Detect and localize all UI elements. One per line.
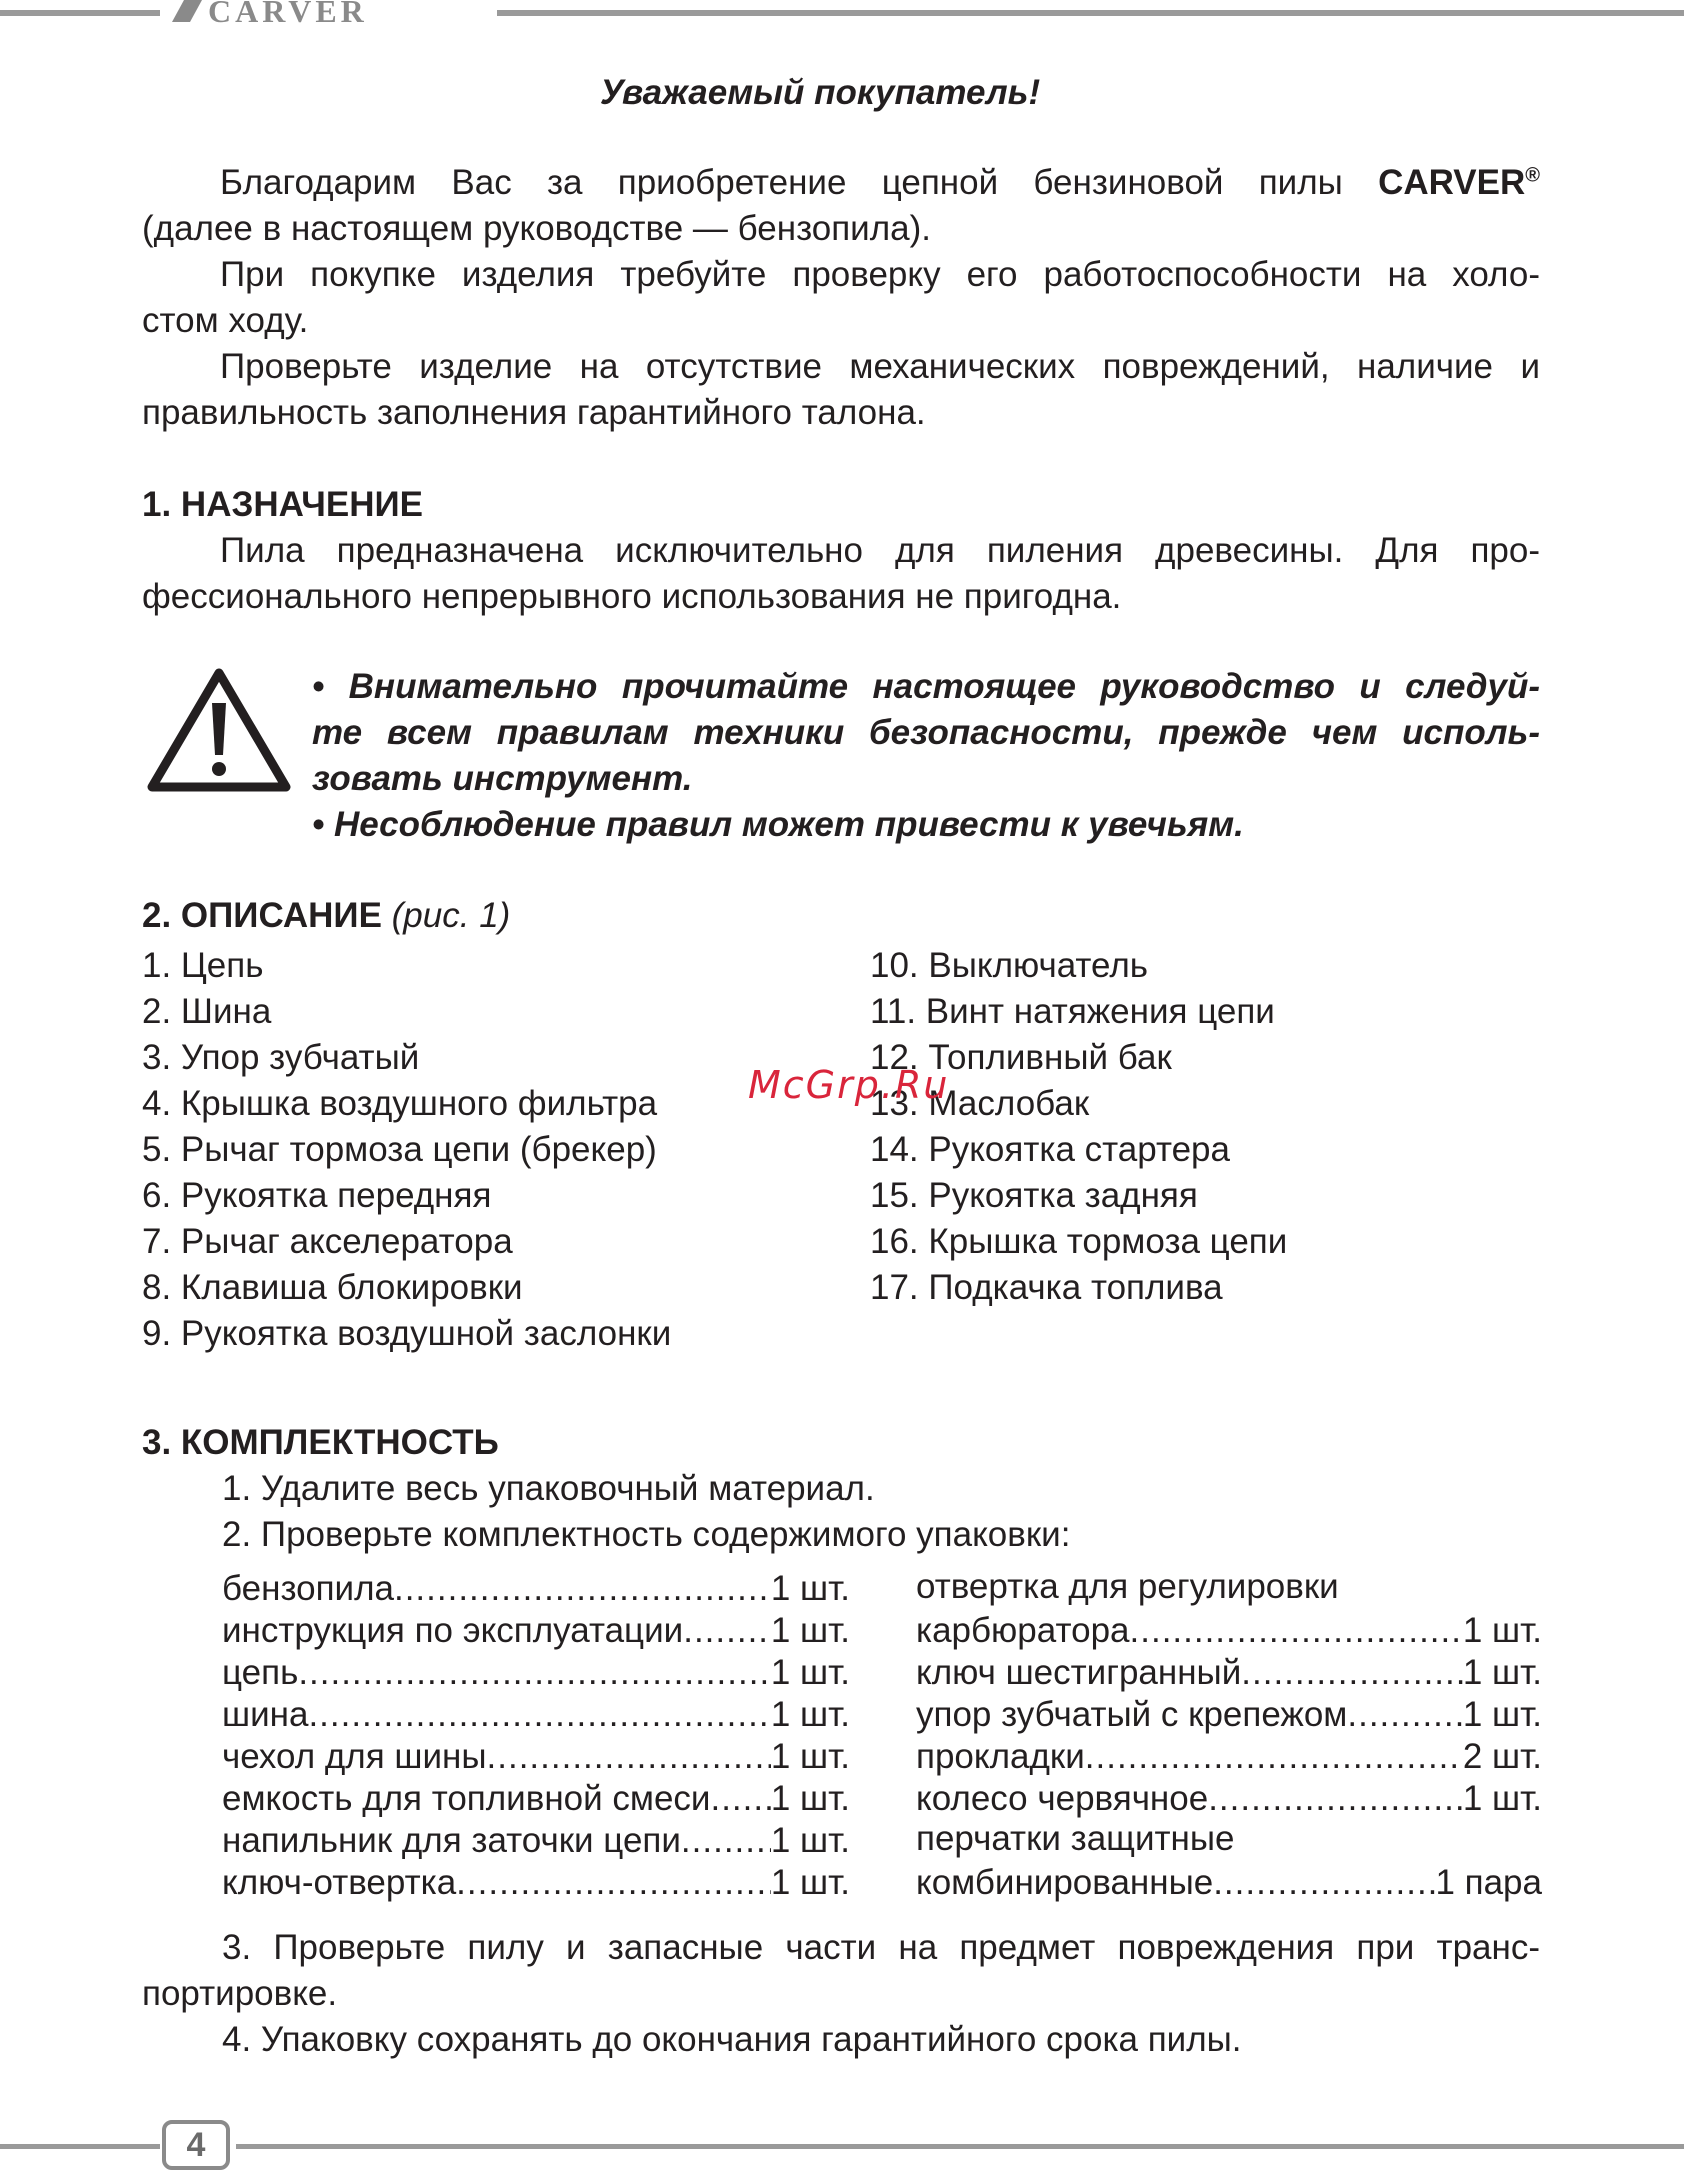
contents-item: инструкция по эксплуатации bbox=[222, 1611, 684, 1650]
section1-heading: 1. НАЗНАЧЕНИЕ bbox=[142, 485, 423, 524]
intro-brand: CARVER bbox=[1378, 163, 1526, 202]
intro-p2-line1: При покупке изделия требуйте проверку его работоспособности на холо- bbox=[220, 255, 1540, 294]
contents-item: упор зубчатый с крепежом bbox=[916, 1695, 1348, 1734]
contents-row bbox=[222, 1694, 850, 1736]
contents-row bbox=[222, 1652, 850, 1694]
contents-item: чехол для шины bbox=[222, 1737, 487, 1776]
part-list-item: 10. Выключатель bbox=[870, 946, 1149, 985]
dot-leader bbox=[298, 1652, 771, 1694]
warning-line4: • Несоблюдение правил может привести к увечьям. bbox=[312, 805, 1244, 844]
contents-item: емкость для топливной смеси bbox=[222, 1779, 711, 1818]
part-list-item: 13. Маслобак bbox=[870, 1084, 1090, 1123]
warning-line1: • Внимательно прочитайте настоящее руководство и следуй- bbox=[312, 667, 1540, 706]
dot-leader bbox=[394, 1568, 771, 1610]
contents-row bbox=[222, 1610, 850, 1652]
part-list-item: 11. Винт натяжения цепи bbox=[870, 992, 1275, 1031]
part-list-item: 6. Рукоятка передняя bbox=[142, 1176, 492, 1215]
contents-qty: 1 шт. bbox=[770, 1863, 850, 1902]
contents-item: комбинированные bbox=[916, 1863, 1214, 1902]
contents-row bbox=[222, 1862, 850, 1904]
section1-line2: фессионального непрерывного использования не пригодна. bbox=[142, 577, 1122, 616]
page-number: 4 bbox=[162, 2120, 230, 2170]
part-list-item: 3. Упор зубчатый bbox=[142, 1038, 420, 1077]
contents-qty: 1 шт. bbox=[1462, 1611, 1542, 1650]
part-list-item: 12. Топливный бак bbox=[870, 1038, 1172, 1077]
part-list-item: 17. Подкачка топлива bbox=[870, 1268, 1223, 1307]
footer-rule-left bbox=[0, 2144, 160, 2149]
part-list-item: 15. Рукоятка задняя bbox=[870, 1176, 1198, 1215]
dot-leader bbox=[308, 1694, 770, 1736]
header-rule-right bbox=[497, 10, 1684, 16]
section1-line1: Пила предназначена исключительно для пиления древесины. Для про- bbox=[220, 531, 1540, 570]
section3-step1: 1. Удалите весь упаковочный материал. bbox=[222, 1469, 875, 1508]
contents-row bbox=[222, 1820, 850, 1862]
header-rule-left bbox=[0, 10, 160, 16]
contents-item: прокладки bbox=[916, 1737, 1085, 1776]
contents-row bbox=[916, 1778, 1542, 1820]
contents-item: напильник для заточки цепи bbox=[222, 1821, 681, 1860]
intro-p2-line2: стом ходу. bbox=[142, 301, 309, 340]
contents-qty: 1 шт. bbox=[770, 1653, 850, 1692]
part-list-item: 5. Рычаг тормоза цепи (брекер) bbox=[142, 1130, 657, 1169]
contents-qty: 1 шт. bbox=[770, 1821, 850, 1860]
contents-qty: 1 шт. bbox=[770, 1695, 850, 1734]
section2-figure-ref: (рис. 1) bbox=[391, 896, 511, 935]
contents-item: колесо червячное bbox=[916, 1779, 1209, 1818]
part-list-item: 9. Рукоятка воздушной заслонки bbox=[142, 1314, 672, 1353]
contents-qty: 1 шт. bbox=[1462, 1779, 1542, 1818]
brand-name: CARVER bbox=[208, 0, 368, 29]
registered-mark: ® bbox=[1525, 164, 1540, 187]
intro-p1-continuation: (далее в настоящем руководстве — бензопила). bbox=[142, 209, 931, 248]
part-list-item: 2. Шина bbox=[142, 992, 272, 1031]
contents-qty: 1 шт. bbox=[1462, 1695, 1542, 1734]
dot-leader bbox=[710, 1778, 770, 1820]
contents-qty: 1 шт. bbox=[770, 1611, 850, 1650]
dot-leader bbox=[683, 1610, 771, 1652]
dot-leader bbox=[1085, 1736, 1463, 1778]
contents-item: карбюратора bbox=[916, 1611, 1130, 1650]
part-list-item: 16. Крышка тормоза цепи bbox=[870, 1222, 1288, 1261]
intro-p3-line2: правильность заполнения гарантийного талона. bbox=[142, 393, 926, 432]
dot-leader bbox=[1347, 1694, 1462, 1736]
contents-qty: 1 шт. bbox=[1462, 1653, 1542, 1692]
contents-qty: 1 пара bbox=[1435, 1863, 1542, 1902]
section3-step3-line2: портировке. bbox=[142, 1974, 338, 2013]
part-list-item: 1. Цепь bbox=[142, 946, 264, 985]
contents-row bbox=[222, 1568, 850, 1610]
part-list-item: 4. Крышка воздушного фильтра bbox=[142, 1084, 658, 1123]
section3-step3-line1: 3. Проверьте пилу и запасные части на предмет повреждения при транс- bbox=[222, 1928, 1540, 1967]
contents-row bbox=[916, 1736, 1542, 1778]
warning-line3: зовать инструмент. bbox=[312, 759, 693, 798]
contents-row bbox=[222, 1778, 850, 1820]
contents-item: ключ-отвертка bbox=[222, 1863, 457, 1902]
dot-leader bbox=[1213, 1862, 1435, 1904]
contents-item: ключ шестигранный bbox=[916, 1653, 1242, 1692]
intro-p3-line1: Проверьте изделие на отсутствие механических повреждений, наличие и bbox=[220, 347, 1540, 386]
part-list-item: 8. Клавиша блокировки bbox=[142, 1268, 523, 1307]
contents-row bbox=[916, 1694, 1542, 1736]
contents-item-header: отвертка для регулировки bbox=[916, 1567, 1339, 1606]
contents-qty: 1 шт. bbox=[770, 1737, 850, 1776]
intro-paragraph-1 bbox=[220, 160, 1540, 206]
section3-step2: 2. Проверьте комплектность содержимого упаковки: bbox=[222, 1515, 1071, 1554]
dot-leader bbox=[681, 1820, 771, 1862]
contents-row bbox=[916, 1610, 1542, 1652]
warning-triangle-icon bbox=[146, 665, 292, 795]
footer-rule-right bbox=[236, 2144, 1684, 2149]
contents-qty: 1 шт. bbox=[770, 1779, 850, 1818]
section3-step4: 4. Упаковку сохранять до окончания гарантийного срока пилы. bbox=[222, 2020, 1242, 2059]
dot-leader bbox=[487, 1736, 771, 1778]
part-list-item: 14. Рукоятка стартера bbox=[870, 1130, 1230, 1169]
contents-item: шина bbox=[222, 1695, 309, 1734]
intro-p1-text: Благодарим Вас за приобретение цепной бензиновой пилы bbox=[220, 163, 1379, 202]
watermark: McGrp.Ru bbox=[748, 1063, 950, 1107]
logo-mark-icon bbox=[172, 0, 202, 22]
section3-heading: 3. КОМПЛЕКТНОСТЬ bbox=[142, 1423, 499, 1462]
section2-heading bbox=[142, 893, 510, 939]
dot-leader bbox=[1208, 1778, 1463, 1820]
contents-qty: 2 шт. bbox=[1462, 1737, 1542, 1776]
part-list-item: 7. Рычаг акселератора bbox=[142, 1222, 513, 1261]
dot-leader bbox=[1130, 1610, 1463, 1652]
warning-line2: те всем правилам техники безопасности, прежде чем исполь- bbox=[312, 713, 1540, 752]
contents-item: цепь bbox=[222, 1653, 299, 1692]
contents-item-header: перчатки защитные bbox=[916, 1819, 1235, 1858]
contents-row bbox=[222, 1736, 850, 1778]
contents-item: бензопила bbox=[222, 1569, 394, 1608]
brand-logo bbox=[172, 0, 368, 29]
contents-row bbox=[916, 1652, 1542, 1694]
dot-leader bbox=[1241, 1652, 1463, 1694]
section2-title: 2. ОПИСАНИЕ bbox=[142, 896, 382, 935]
contents-row bbox=[916, 1862, 1542, 1904]
page-title: Уважаемый покупатель! bbox=[600, 73, 1041, 112]
contents-qty: 1 шт. bbox=[770, 1569, 850, 1608]
dot-leader bbox=[456, 1862, 771, 1904]
